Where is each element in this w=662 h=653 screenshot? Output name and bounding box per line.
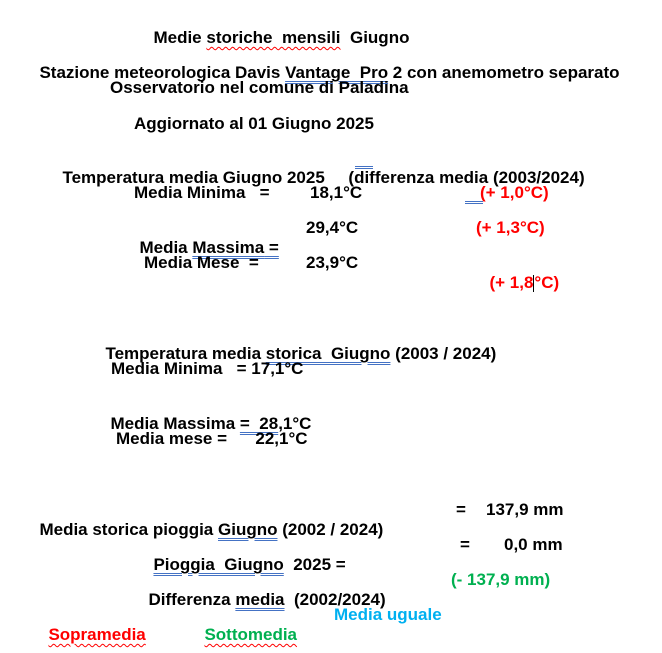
current-heading-right: (differenza media (2003/2024) — [348, 168, 585, 187]
current-max-label-post: = — [264, 238, 279, 257]
current-max-diff: (+ 1,3°C) — [476, 218, 545, 237]
current-min-value: 18,1°C — [310, 183, 363, 202]
current-mean-diff-a: (+ 1,8 — [489, 273, 534, 292]
title-prefix: Medie — [153, 28, 207, 47]
rain-storica-eq: = — [456, 500, 466, 519]
current-mean-diff-b: °C) — [534, 273, 560, 292]
observatory-line: Osservatorio nel comune di Paladina — [110, 78, 409, 97]
historical-max-ul: = 28 — [239, 414, 279, 433]
legend-below-text: Sottomedia — [204, 625, 298, 644]
historical-mean-row: Media mese = 22,1°C — [116, 429, 308, 448]
rain-year-value: 0,0 mm — [504, 535, 563, 554]
current-min-label: Media Minima = — [134, 183, 270, 202]
station-prefix: Stazione meteorologica Davis — [39, 63, 286, 82]
legend-above — [39, 605, 146, 645]
historical-max-row — [101, 394, 311, 434]
rain-diff-ul: media — [235, 590, 285, 609]
heading-gap-underline — [355, 166, 373, 169]
current-max-label-ul: Massima — [192, 238, 265, 257]
rain-storica-pre: Media storica pioggia — [39, 520, 218, 539]
historical-max-pre: Media Massima — [110, 414, 240, 433]
legend-above-text: Sopramedia — [48, 625, 146, 644]
title-suffix: Giugno — [340, 28, 410, 47]
station-vantage: Vantage Pro — [285, 63, 389, 82]
current-max-label-pre: Media — [139, 238, 193, 257]
rain-storica-post: (2002 / 2024) — [277, 520, 384, 539]
legend-equal: Media uguale — [334, 605, 442, 624]
current-mean-value: 23,9°C — [306, 253, 359, 272]
rain-diff-value: (- 137,9 mm) — [451, 570, 551, 589]
historical-max-post: ,1°C — [278, 414, 312, 433]
historical-heading-pre: Temperatura media — [105, 344, 266, 363]
rain-diff-label — [139, 570, 386, 610]
station-suffix: 2 con anemometro separato — [388, 63, 620, 82]
current-min-diff: (+ 1,0°C) — [480, 183, 549, 202]
legend-below — [195, 605, 297, 645]
historical-heading-post: (2003 / 2024) — [390, 344, 497, 363]
rain-storica-value: 137,9 mm — [486, 500, 564, 519]
title-storiche: storiche mensili — [206, 28, 341, 47]
station-line — [30, 43, 620, 83]
rain-storica-ul: Giugno — [218, 520, 278, 539]
current-max-label — [130, 218, 279, 258]
current-mean-label: Media Mese = — [144, 253, 259, 272]
current-heading — [53, 148, 585, 188]
historical-min-row: Media Minima = 17,1°C — [111, 359, 304, 378]
rain-year-label — [144, 535, 346, 575]
updated-line: Aggiornato al 01 Giugno 2025 — [134, 114, 374, 133]
rain-storica-label — [30, 500, 383, 540]
rain-year-post: 2025 = — [283, 555, 346, 574]
historical-heading-ul: storica Giugno — [265, 344, 391, 363]
rain-diff-post: (2002/2024) — [284, 590, 386, 609]
historical-heading — [96, 324, 496, 364]
current-heading-left: Temperatura media Giugno 2025 — [62, 168, 325, 187]
rain-year-eq: = — [460, 535, 470, 554]
current-mean-diff — [480, 253, 559, 293]
document-title — [144, 8, 409, 48]
rain-diff-pre: Differenza — [148, 590, 236, 609]
current-max-value: 29,4°C — [306, 218, 359, 237]
rain-year-ul: Pioggia Giugno — [153, 555, 284, 574]
